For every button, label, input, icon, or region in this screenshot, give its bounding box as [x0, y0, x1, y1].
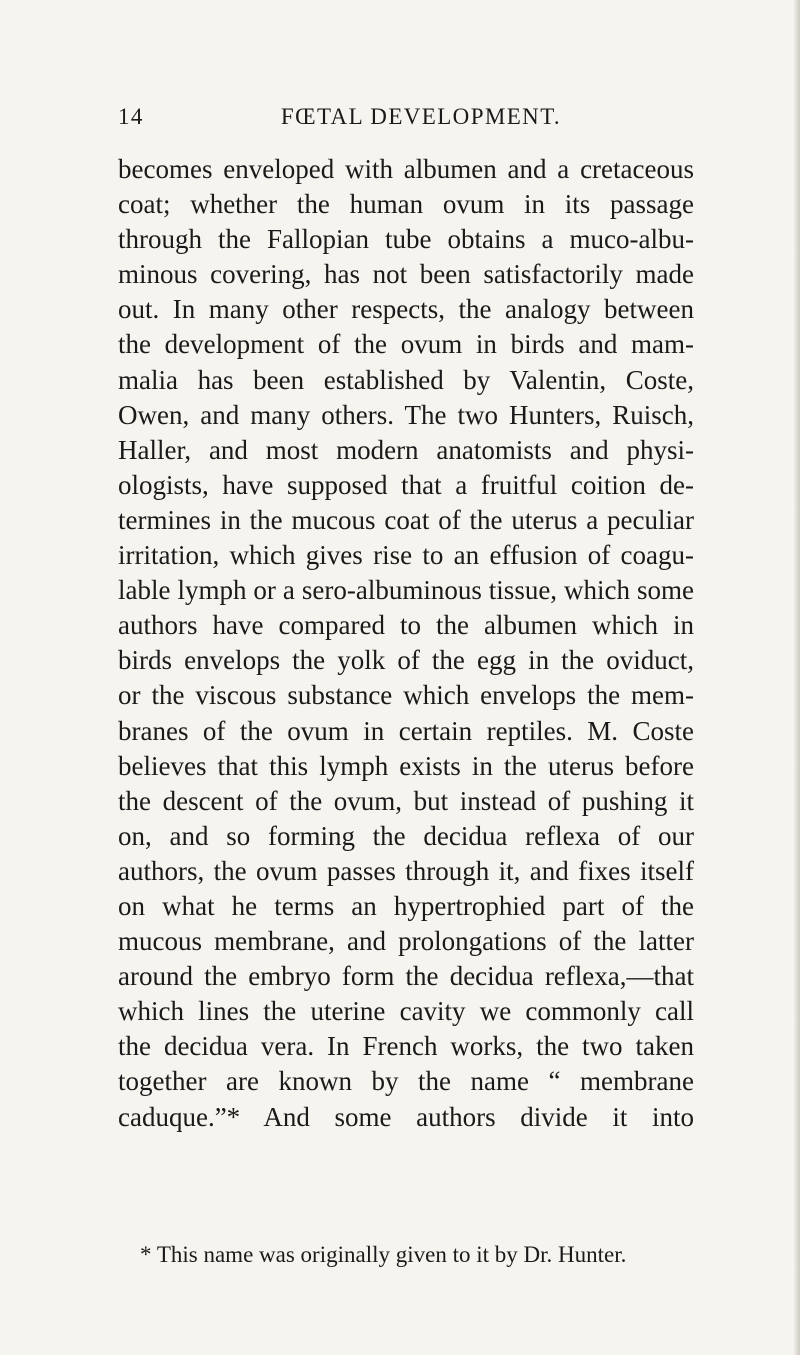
text-line: authors have compared to the albumen which in	[118, 610, 694, 641]
footnote: * This name was originally given to it by Dr. Hunter.	[140, 1242, 627, 1267]
page-number: 14	[118, 104, 144, 129]
text-line: the decidua vera. In French works, the two taken	[118, 1031, 694, 1062]
text-line: coat; whether the human ovum in its passage	[118, 189, 694, 220]
text-line: which lines the uterine cavity we commonly call	[118, 996, 694, 1027]
text-line: lable lymph or a sero-albuminous tissue, which some	[118, 575, 694, 606]
text-line: together are known by the name “ membrane	[118, 1066, 694, 1097]
text-line: malia has been established by Valentin, Coste,	[118, 364, 694, 395]
body-text	[118, 152, 694, 1135]
text-line: authors, the ovum passes through it, and fixes itself	[118, 855, 694, 886]
text-line: around the embryo form the decidua reflexa,—that	[118, 961, 694, 992]
text-line: mucous membrane, and prolongations of the latter	[118, 926, 694, 957]
text-line: termines in the mucous coat of the uterus a peculiar	[118, 504, 694, 535]
text-line: minous covering, has not been satisfactorily made	[118, 259, 694, 290]
text-line: caduque.”* And some authors divide it into	[118, 1101, 694, 1132]
text-line: Haller, and most modern anatomists and physi-	[118, 434, 694, 465]
text-line: out. In many other respects, the analogy between	[118, 294, 694, 325]
text-line: the descent of the ovum, but instead of pushing it	[118, 785, 694, 816]
text-line: birds envelops the yolk of the egg in the oviduct,	[118, 645, 694, 676]
text-line: on, and so forming the decidua reflexa of our	[118, 820, 694, 851]
text-line: irritation, which gives rise to an effusion of coagu-	[118, 540, 694, 571]
text-line: believes that this lymph exists in the uterus before	[118, 750, 694, 781]
text-line: on what he terms an hypertrophied part of the	[118, 890, 694, 921]
page-edge-shadow	[794, 0, 800, 1355]
text-line: the development of the ovum in birds and mam-	[118, 329, 694, 360]
text-line: through the Fallopian tube obtains a muco-albu-	[118, 224, 694, 255]
text-line: becomes enveloped with albumen and a cretaceous	[118, 154, 694, 184]
text-line: Owen, and many others. The two Hunters, Ruisch,	[118, 399, 694, 430]
running-title: FŒTAL DEVELOPMENT.	[280, 104, 562, 129]
text-line: ologists, have supposed that a fruitful coition de-	[118, 469, 694, 500]
text-line: branes of the ovum in certain reptiles. M. Coste	[118, 715, 694, 746]
text-line: or the viscous substance which envelops the mem-	[118, 680, 694, 711]
running-head	[118, 104, 694, 138]
